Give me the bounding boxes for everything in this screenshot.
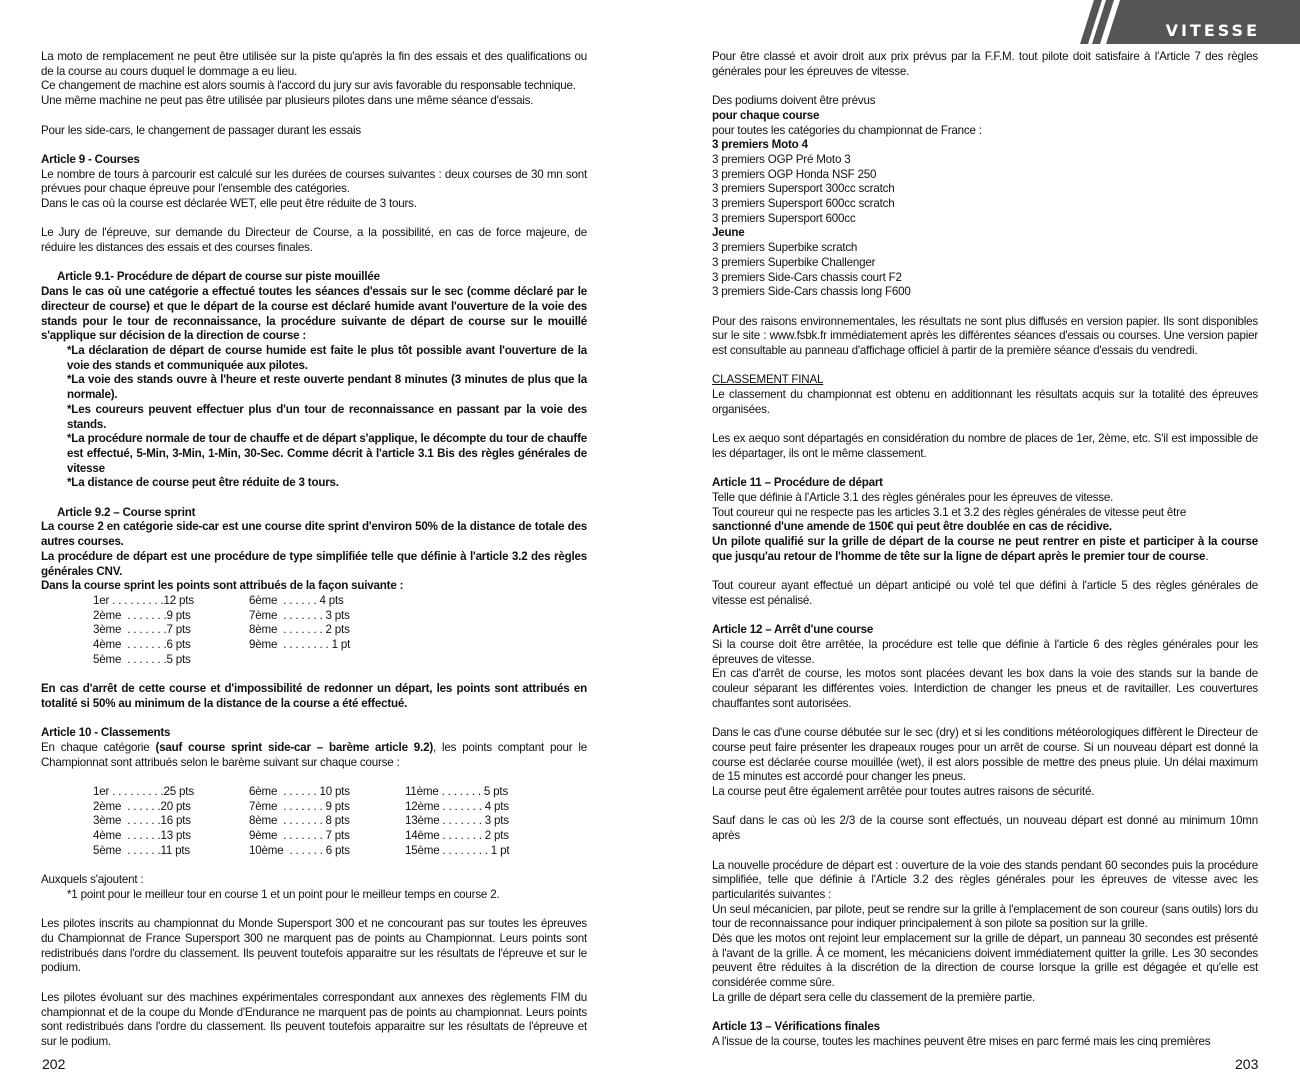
text-run: pour toutes les catégories du championnat de France : (712, 123, 982, 137)
article-10 (41, 726, 587, 770)
article-11 (712, 476, 1258, 564)
paragraph-ex-aequo: Les ex aequo sont départagés en considération du nombre de places de 1er, 2ème, etc. S'il est impossible de les départager, ils ont le même classement. (712, 432, 1258, 460)
text-line: Telle que définie à l'Article 3.1 des règles générales pour les épreuves de vitesse. (712, 491, 1114, 505)
article-12 (712, 623, 1258, 711)
text-line: Une même machine ne peut pas être utilisée par plusieurs pilotes dans une même séance d'essais. (41, 94, 534, 108)
text-line: Auxquels s'ajoutent : (41, 873, 144, 887)
points-cell: 9ème . . . . . . . . 1 pt (249, 638, 351, 652)
page-number-left: 202 (42, 1056, 66, 1072)
paragraph-dry-wet (712, 726, 1258, 800)
text-line: Si la course doit être arrêtée, la procédure est telle que définie à l'article 6 des règles générales pour les épreuves de vitesse. (712, 638, 1258, 666)
text-line (712, 94, 1258, 138)
podium-item: 3 premiers OGP Pré Moto 3 (712, 152, 851, 166)
paragraph-new-procedure (712, 859, 1258, 1006)
points-cell: 4ème . . . . . . .6 pts (93, 638, 191, 652)
paragraph-sidecar-passenger: Pour les side-cars, le changement de passager durant les essais (41, 123, 361, 137)
text-run: En chaque catégorie (41, 740, 156, 754)
points-cell: 6ème . . . . . . 10 pts (249, 785, 350, 799)
points-cell: 6ème . . . . . . 4 pts (249, 593, 344, 607)
points-cell: 2ème . . . . . . .9 pts (93, 608, 191, 622)
points-cell: 1er . . . . . . . . .12 pts (93, 593, 194, 607)
article-9-1-title: Article 9.1- Procédure de départ de course sur piste mouillée (57, 270, 380, 284)
text-line (712, 535, 1258, 564)
paragraph-sprint-stop: En cas d'arrêt de cette course et d'impossibilité de redonner un départ, les points sont attribués en totalité si 50% au minimum de la distance de la course a été effectué. (41, 682, 587, 710)
championship-points-table (93, 785, 587, 859)
points-cell: 2ème . . . . . .20 pts (93, 799, 191, 813)
text-line: En cas d'arrêt de course, les motos sont placées devant les box dans la voie des stands sur la bande de couleur séparant les différentes voies. Interdiction de changer les pneus et de ravitailler. Les couvertures chauffantes sont autorisées. (712, 667, 1258, 710)
sprint-points-table (93, 594, 587, 668)
points-cell: 3ème . . . . . . .7 pts (93, 623, 191, 637)
points-cell: 8ème . . . . . . . 8 pts (249, 814, 350, 828)
text-line: Dans le cas d'une course débutée sur le sec (dry) et si les conditions météorologiques diffèrent le Directeur de course peut faire présenter les drapeaux rouges pour un arrêt de course. Si un nouveau départ est donné la course est déclarée course mouillée (wet), il est alors possible de mettre des pneus pluie. Un délai maximum de 15 minutes est accordé pour changer les pneus. (712, 726, 1258, 784)
points-cell: 5ème . . . . . .11 pts (93, 843, 190, 857)
article-9-1-item: *La distance de course peut être réduite de 3 tours. (67, 476, 339, 490)
text-run-bold: pour chaque course (712, 108, 820, 122)
text-line: Un seul mécanicien, par pilote, peut se rendre sur la grille à l'emplacement de son coureur (sans outils) lors du tour de reconnaissance pour indiquer principalement à son pilote sa position sur la grille. (712, 902, 1258, 931)
text-line: La grille de départ sera celle du classement de la première partie. (712, 990, 1036, 1004)
paragraph-anticipated-start: Tout coureur ayant effectué un départ anticipé ou volé tel que défini à l'article 5 des règles générales de vitesse est pénalisé. (712, 579, 1258, 607)
text-line: Dans le cas où la course est déclarée WET, elle peut être réduite de 3 tours. (41, 197, 417, 210)
text-line: La course 2 en catégorie side-car est une course dite sprint d'environ 50% de la distance de totale des autres courses. (41, 520, 587, 549)
paragraph-auxquels (41, 873, 587, 902)
text-line: sanctionné d'une amende de 150€ qui peut être doublée en cas de récidive. (712, 520, 1112, 534)
text-run: Des podiums doivent être prévus (712, 94, 876, 108)
text-line: La nouvelle procédure de départ est : ouverture de la voie des stands pendant 60 secondes puis la procédure simplifiée, telle que définie à l'Article 3.2 des règles générales pour les épreuves de vitesse avec les particularités suivantes : (712, 858, 1258, 901)
classement-final-title: CLASSEMENT FINAL (712, 373, 824, 387)
article-9-1 (41, 270, 587, 491)
paragraph-endurance: Les pilotes évoluant sur des machines expérimentales correspondant aux annexes des règlements FIM du championnat et de la coupe du Monde d'Endurance ne marquent pas de points au championnat. Leurs points sont redistribués dans l'ordre du classement. Ils peuvent toutefois apparaitre sur les résultats de l'épreuve et sur le podium. (41, 990, 587, 1048)
classement-final (712, 373, 1258, 417)
podium-item: 3 premiers OGP Honda NSF 250 (712, 167, 877, 181)
text-run: . (1205, 549, 1209, 563)
points-cell: 5ème . . . . . . .5 pts (93, 652, 191, 666)
text-line: *1 point pour le meilleur tour en course 1 et un point pour le meilleur temps en course 2. (67, 887, 500, 901)
points-cell: 3ème . . . . . .16 pts (93, 814, 191, 828)
points-cell: 15ème . . . . . . . . 1 pt (405, 843, 510, 857)
text-line: Dans la course sprint les points sont attribués de la façon suivante : (41, 579, 404, 593)
section-banner (1080, 0, 1300, 44)
podium-item: 3 premiers Supersport 300cc scratch (712, 182, 895, 196)
section-title: VITESSE (1165, 21, 1260, 40)
points-cell: 11ème . . . . . . . 5 pts (405, 785, 509, 799)
text-line: La moto de remplacement ne peut être utilisée sur la piste qu'après la fin des essais et des qualifications ou de la course au cours duquel le dommage a eu lieu. (41, 50, 587, 78)
podium-item (712, 212, 1258, 241)
text-line: Le nombre de tours à parcourir est calculé sur les durées de courses suivantes : deux courses de 30 mn sont prévues pour chaque épreuve pour l'ensemble des catégories. (41, 167, 587, 196)
points-cell: 9ème . . . . . . . 7 pts (249, 829, 350, 843)
text-line: La procédure de départ est une procédure de type simplifiée telle que définie à l'article 3.2 des règles générales CNV. (41, 549, 587, 578)
left-page (41, 50, 587, 1064)
text-run-bold: (sauf course sprint side-car – barème article 9.2) (155, 740, 433, 754)
text-line: Tout coureur qui ne respecte pas les articles 3.1 et 3.2 des règles générales de vitesse peut être (712, 505, 1187, 519)
article-10-title: Article 10 - Classements (41, 726, 171, 740)
article-9-2-title: Article 9.2 – Course sprint (57, 505, 196, 519)
podium-item: 3 premiers Side-Cars chassis long F600 (712, 285, 911, 299)
paragraph-supersport-300: Les pilotes inscrits au championnat du Monde Supersport 300 et ne concourant pas sur toutes les épreuves du Championnat de France Supersport 300 ne marquent pas de points au Championnat. Leurs points sont redistribués dans l'ordre du classement. Ils peuvent toutefois apparaitre sur les résultats de l'épreuve et sur le podium. (41, 917, 587, 975)
article-9-1-intro: Dans le cas où une catégorie a effectué toutes les séances d'essais sur le sec (comme déclaré par le directeur de course) et que le départ de la course est déclaré humide avant l'ouverture de la voie des stands pour le tour de reconnaissance, la procédure suivante de départ de course sur le mouillé s'applique sur décision de la direction de course : (41, 285, 587, 343)
article-11-title: Article 11 – Procédure de départ (712, 476, 883, 490)
paragraph-jury: Le Jury de l'épreuve, sur demande du Directeur de Course, a la possibilité, en cas de force majeure, de réduire les distances des essais et des courses finales. (41, 226, 587, 255)
podium-item: 3 premiers Side-Cars chassis court F2 (712, 270, 902, 284)
article-9-1-item: *La procédure normale de tour de chauffe et de départ s'applique, le décompte du tour de chauffe est effectué, 5-Min, 3-Min, 1-Min, 30-Sec. Comme décrit à l'article 3.1 Bis des règles générales de vitesse (67, 432, 587, 475)
text-run-bold: Un pilote qualifié sur la grille de départ de la course ne peut rentrer en piste et participer à la course que jusqu'au retour de l'homme de tête sur la ligne de départ après le premier tour de course (712, 535, 1258, 563)
paragraph-classification: Pour être classé et avoir droit aux prix prévus par la F.F.M. tout pilote doit satisfaire à l'Article 7 des règles générales pour les épreuves de vitesse. (712, 50, 1258, 78)
points-cell: 10ème . . . . . . 6 pts (249, 843, 350, 857)
text-line: Ce changement de machine est alors soumis à l'accord du jury sur avis favorable du responsable technique. (41, 79, 576, 93)
right-page (712, 50, 1258, 1064)
article-9-2 (41, 506, 587, 594)
text-line: La course peut être également arrêtée pour toutes autres raisons de sécurité. (712, 785, 1095, 799)
article-13-title: Article 13 – Vérifications finales (712, 1020, 880, 1034)
article-9-1-item: *La déclaration de départ de course humide est faite le plus tôt possible avant l'ouverture de la voie des stands et communiquée aux pilotes. (67, 344, 587, 372)
text-line: Le classement du championnat est obtenu en additionnant les résultats acquis sur la totalité des épreuves organisées. (712, 388, 1258, 416)
points-cell (249, 653, 405, 668)
paragraph-environment: Pour des raisons environnementales, les résultats ne sont plus diffusés en version papier. Ils sont disponibles sur le site : www.fsbk.fr immédiatement après les différentes séances d'essais ou courses. Une version papier est consultable au panneau d'affichage officiel à partir de la première séance d'essais du vendredi. (712, 314, 1258, 358)
points-cell: 13ème . . . . . . . 3 pts (405, 814, 509, 828)
article-13 (712, 1020, 1258, 1049)
podium-item: 3 premiers Superbike Challenger (712, 255, 876, 269)
article-9-title: Article 9 - Courses (41, 152, 140, 166)
podium-item: 3 premiers Superbike scratch (712, 241, 858, 255)
paragraph-replacement-bike (41, 50, 587, 109)
points-cell: 1er . . . . . . . . .25 pts (93, 785, 194, 799)
article-9-1-item: *La voie des stands ouvre à l'heure et reste ouverte pendant 8 minutes (3 minutes de plus que la normale). (67, 373, 587, 402)
text-line: Dès que les motos ont rejoint leur emplacement sur la grille de départ, un panneau 30 secondes est présenté à l'avant de la grille. À ce moment, les mécaniciens doivent immédiatement quitter la grille. Les 30 secondes peuvent être réduites à la discrétion de la direction de course lorsque la grille est dégagée et qu'elle est considérée comme sûre. (712, 932, 1258, 990)
podium-item: 3 premiers Supersport 600cc scratch (712, 197, 895, 211)
points-cell: 14ème . . . . . . . 2 pts (405, 829, 509, 843)
podium-list (712, 94, 1258, 300)
text-run: , les points comptant pour le Championnat sont attribués selon le barème suivant sur chaque course : (41, 740, 587, 769)
text-run: 3 premiers Supersport 600cc (712, 211, 856, 225)
article-9 (41, 153, 587, 212)
points-cell: 8ème . . . . . . . 2 pts (249, 623, 350, 637)
points-cell: 12ème . . . . . . . 4 pts (405, 799, 509, 813)
text-run-bold: Jeune (712, 226, 745, 240)
page-number-right: 203 (1235, 1056, 1259, 1072)
text-line: A l'issue de la course, toutes les machines peuvent être mises en parc fermé mais les cinq premières (712, 1034, 1211, 1048)
paragraph-two-thirds: Sauf dans le cas où les 2/3 de la course sont effectués, un nouveau départ est donné au minimum 10mn après (712, 814, 1258, 843)
points-cell: 7ème . . . . . . . 9 pts (249, 799, 350, 813)
podium-item: 3 premiers Moto 4 (712, 138, 808, 152)
points-cell: 7ème . . . . . . . 3 pts (249, 608, 350, 622)
points-cell: 4ème . . . . . .13 pts (93, 829, 191, 843)
article-9-1-item: *Les coureurs peuvent effectuer plus d'un tour de reconnaissance en passant par la voie des stands. (67, 402, 587, 431)
article-12-title: Article 12 – Arrêt d'une course (712, 623, 874, 637)
